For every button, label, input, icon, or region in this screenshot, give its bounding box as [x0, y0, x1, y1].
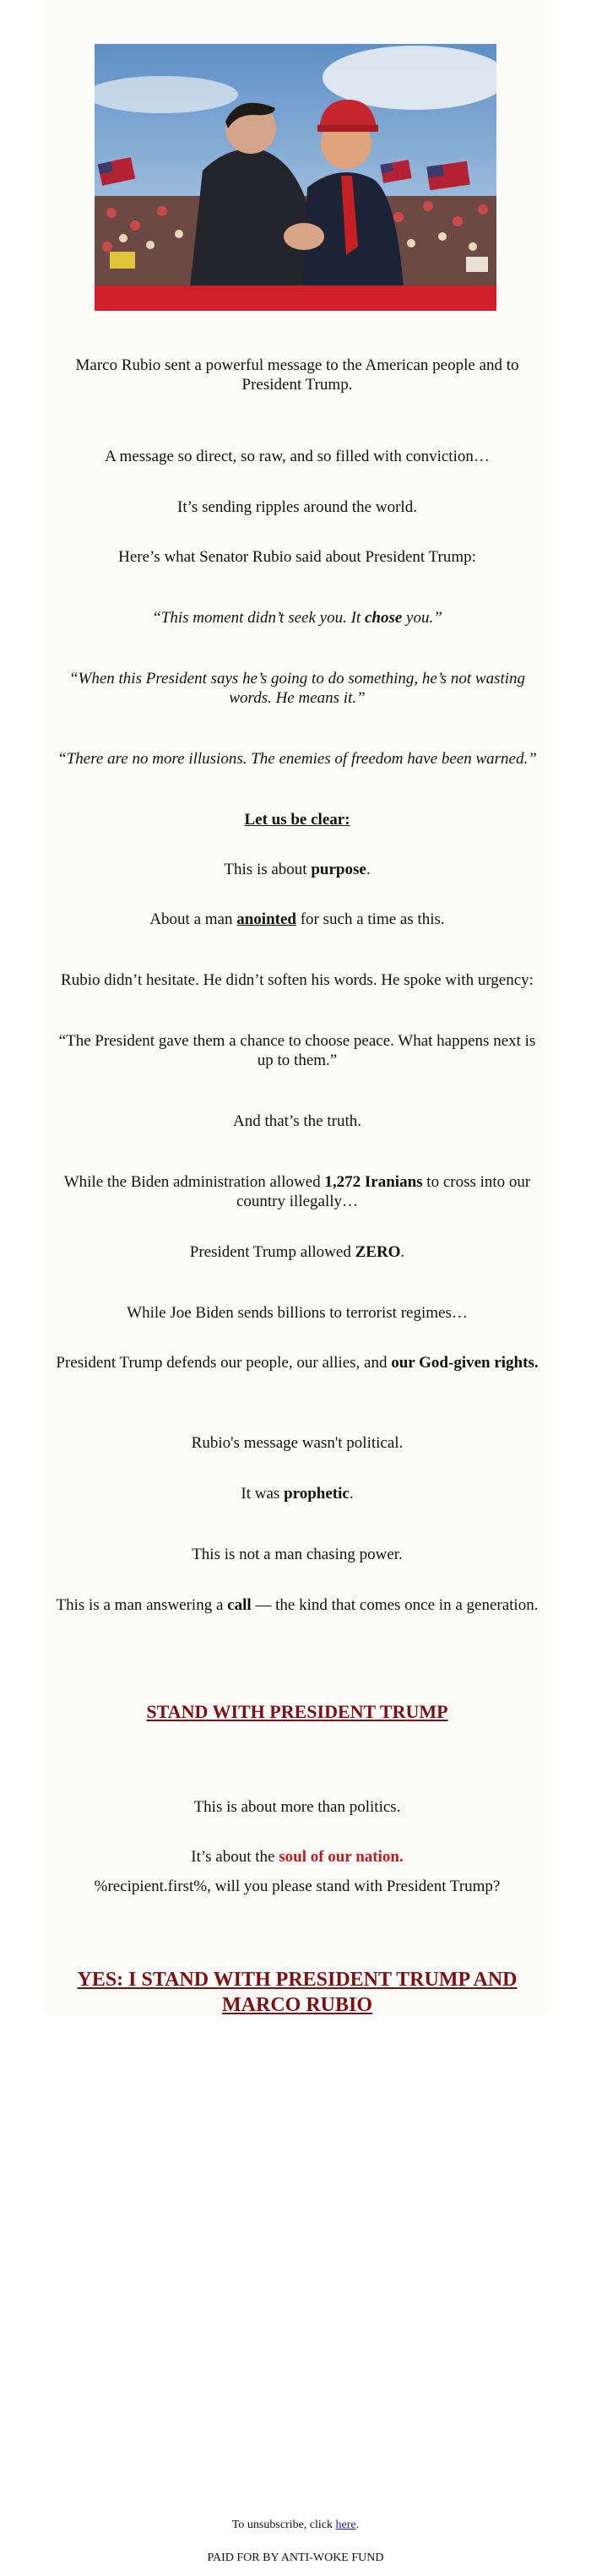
anointed-start: About a man: [149, 910, 237, 928]
paid-for-disclaimer: PAID FOR BY ANTI-WOKE FUND: [207, 2552, 384, 2564]
prophetic-start: It was: [241, 1485, 285, 1503]
quote-no-illusions: “There are no more illusions. The enemies of freedom have been warned.”: [57, 750, 537, 768]
soul-of-nation-paragraph: [44, 1847, 550, 1867]
let-us-be-clear-heading: Let us be clear:: [244, 811, 350, 829]
zero-paragraph: [44, 1242, 550, 1262]
stand-with-trump-link[interactable]: STAND WITH PRESIDENT TRUMP: [146, 1701, 448, 1722]
soul-start: It’s about the: [191, 1848, 279, 1866]
unsubscribe-line: [0, 2519, 591, 2532]
intro-paragraph-4: Here’s what Senator Rubio said about President Trump:: [118, 548, 476, 566]
anointed-emphasis: anointed: [236, 910, 296, 928]
quote-1-start: “This moment didn’t seek you. It: [152, 609, 365, 627]
quote-chose-you: [44, 608, 550, 628]
answering-call-paragraph: [52, 1595, 542, 1615]
soul-emphasis: soul of our nation.: [279, 1848, 404, 1866]
truth-paragraph: And that’s the truth.: [233, 1112, 361, 1130]
more-than-politics-paragraph: This is about more than politics.: [193, 1798, 401, 1816]
unsubscribe-period: .: [355, 2519, 360, 2531]
defends-start: President Trump defends our people, our allies, and: [56, 1354, 392, 1372]
zero-emphasis: ZERO: [355, 1243, 401, 1261]
choose-peace-quote: “The President gave them a chance to choose peace. What happens next is up to them.”: [58, 1032, 536, 1069]
recipient-question: %recipient.first%, will you please stand with President Trump?: [94, 1878, 501, 1895]
iranians-start: While the Biden administration allowed: [63, 1173, 325, 1191]
purpose-paragraph: [44, 860, 550, 879]
purpose-start: This is about: [224, 861, 312, 878]
yes-stand-link[interactable]: YES: I STAND WITH PRESIDENT TRUMP AND MARCO RUBIO: [77, 1969, 518, 2016]
intro-paragraph-1: Marco Rubio sent a powerful message to the American people and to President Trump.: [75, 356, 519, 394]
purpose-end: .: [366, 861, 371, 878]
anointed-paragraph: [44, 910, 550, 929]
call-end: — the kind that comes once in a generation.: [251, 1596, 539, 1614]
urgency-paragraph: Rubio didn’t hesitate. He didn’t soften his words. He spoke with urgency:: [61, 971, 534, 989]
defends-paragraph: [52, 1353, 542, 1372]
not-political-paragraph: Rubio's message wasn't political.: [191, 1434, 404, 1452]
iranians-end: to cross into our country illegally…: [236, 1173, 531, 1210]
not-chasing-power-paragraph: This is not a man chasing power.: [192, 1546, 403, 1563]
prophetic-paragraph: [44, 1484, 550, 1503]
defends-emphasis: our God-given rights.: [391, 1354, 539, 1372]
intro-paragraph-3: It’s sending ripples around the world.: [177, 498, 417, 516]
call-start: This is a man answering a: [56, 1596, 228, 1614]
billions-paragraph: While Joe Biden sends billions to terrorist regimes…: [127, 1304, 468, 1322]
zero-end: .: [400, 1243, 405, 1261]
iranians-paragraph: [52, 1172, 542, 1211]
quote-1-end: you.”: [402, 609, 442, 627]
prophetic-end: .: [349, 1485, 354, 1503]
quote-means-it: “When this President says he’s going to do something, he’s not wasting words. He means it.”: [68, 670, 526, 707]
zero-start: President Trump allowed: [189, 1243, 355, 1261]
prophetic-emphasis: prophetic: [284, 1485, 350, 1503]
quote-1-emphasis: chose: [364, 609, 403, 627]
hero-image: [95, 44, 496, 311]
unsubscribe-text: To unsubscribe, click: [231, 2519, 336, 2531]
anointed-end: for such a time as this.: [296, 910, 445, 928]
call-emphasis: call: [227, 1596, 252, 1614]
rally-photo: [95, 44, 496, 311]
intro-paragraph-2: A message so direct, so raw, and so filled with conviction…: [105, 448, 490, 465]
unsubscribe-link[interactable]: here: [335, 2519, 356, 2531]
iranians-number: 1,272 Iranians: [324, 1173, 423, 1191]
purpose-emphasis: purpose: [311, 861, 366, 878]
